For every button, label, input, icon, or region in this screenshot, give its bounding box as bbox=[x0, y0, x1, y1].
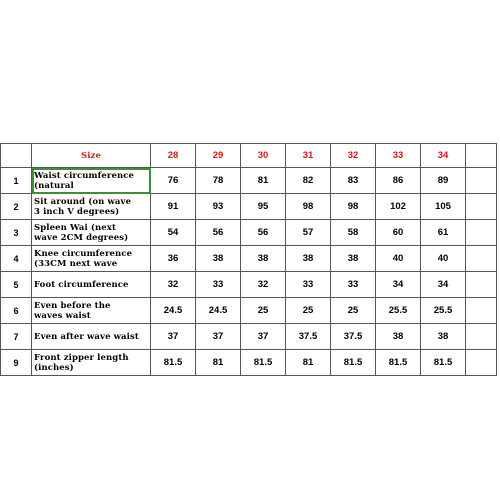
measurement-value: 54 bbox=[151, 220, 196, 246]
measurement-name-line: (inches) bbox=[34, 362, 74, 373]
measurement-name-selected-cell[interactable] bbox=[32, 168, 151, 194]
measurement-value: 102 bbox=[376, 194, 421, 220]
trailing-cell bbox=[466, 194, 497, 220]
measurement-value: 81.5 bbox=[421, 350, 466, 376]
measurement-value: 56 bbox=[241, 220, 286, 246]
measurement-value: 86 bbox=[376, 168, 421, 194]
header-trailing-cell bbox=[466, 144, 497, 168]
measurement-value: 24.5 bbox=[151, 298, 196, 324]
measurement-name-line: Sit around (on wave bbox=[34, 196, 132, 207]
measurement-value: 76 bbox=[151, 168, 196, 194]
header-size-32: 32 bbox=[331, 144, 376, 168]
measurement-value: 32 bbox=[241, 272, 286, 298]
measurement-value: 98 bbox=[331, 194, 376, 220]
measurement-value: 58 bbox=[331, 220, 376, 246]
trailing-cell bbox=[466, 272, 497, 298]
measurement-value: 25 bbox=[331, 298, 376, 324]
measurement-name bbox=[32, 272, 151, 298]
measurement-value: 81 bbox=[286, 350, 331, 376]
measurement-value: 81 bbox=[196, 350, 241, 376]
measurement-value: 38 bbox=[331, 246, 376, 272]
measurement-name bbox=[32, 220, 151, 246]
measurement-name-line: wave 2CM degrees) bbox=[34, 232, 129, 243]
header-size-label: Size bbox=[32, 144, 151, 168]
measurement-value: 37 bbox=[196, 324, 241, 350]
trailing-cell bbox=[466, 246, 497, 272]
measurement-value: 83 bbox=[331, 168, 376, 194]
header-size-29: 29 bbox=[196, 144, 241, 168]
row-number: 2 bbox=[1, 194, 32, 220]
measurement-value: 37 bbox=[151, 324, 196, 350]
header-size-30: 30 bbox=[241, 144, 286, 168]
measurement-value: 105 bbox=[421, 194, 466, 220]
measurement-name-line: Waist circumference bbox=[34, 170, 135, 181]
measurement-name-line: Knee circumference bbox=[34, 248, 133, 259]
measurement-value: 89 bbox=[421, 168, 466, 194]
measurement-value: 33 bbox=[331, 272, 376, 298]
measurement-value: 37 bbox=[241, 324, 286, 350]
row-number: 3 bbox=[1, 220, 32, 246]
measurement-name bbox=[32, 324, 151, 350]
table-row bbox=[1, 298, 497, 324]
measurement-name bbox=[32, 194, 151, 220]
table-row bbox=[1, 350, 497, 376]
measurement-name-line: waves waist bbox=[34, 310, 91, 321]
measurement-name bbox=[32, 298, 151, 324]
size-chart-table bbox=[0, 143, 497, 376]
measurement-value: 95 bbox=[241, 194, 286, 220]
measurement-value: 33 bbox=[196, 272, 241, 298]
measurement-value: 37.5 bbox=[286, 324, 331, 350]
table-row bbox=[1, 272, 497, 298]
measurement-name-line: Even after wave waist bbox=[34, 331, 139, 342]
measurement-name-line: 3 inch V degrees) bbox=[34, 206, 120, 217]
measurement-value: 32 bbox=[151, 272, 196, 298]
header-size-28: 28 bbox=[151, 144, 196, 168]
measurement-name-line: Spleen Wai (next bbox=[34, 222, 116, 233]
measurement-value: 38 bbox=[241, 246, 286, 272]
measurement-value: 81.5 bbox=[331, 350, 376, 376]
measurement-value: 25 bbox=[286, 298, 331, 324]
header-size-34: 34 bbox=[421, 144, 466, 168]
header-number-cell bbox=[1, 144, 32, 168]
trailing-cell bbox=[466, 168, 497, 194]
table-row bbox=[1, 220, 497, 246]
table-row bbox=[1, 168, 497, 194]
measurement-value: 91 bbox=[151, 194, 196, 220]
measurement-value: 81 bbox=[241, 168, 286, 194]
measurement-value: 25.5 bbox=[421, 298, 466, 324]
measurement-value: 93 bbox=[196, 194, 241, 220]
measurement-value: 57 bbox=[286, 220, 331, 246]
measurement-value: 56 bbox=[196, 220, 241, 246]
row-number: 1 bbox=[1, 168, 32, 194]
measurement-value: 78 bbox=[196, 168, 241, 194]
measurement-value: 34 bbox=[376, 272, 421, 298]
measurement-name bbox=[32, 350, 151, 376]
trailing-cell bbox=[466, 324, 497, 350]
measurement-value: 82 bbox=[286, 168, 331, 194]
row-number: 9 bbox=[1, 350, 32, 376]
trailing-cell bbox=[466, 350, 497, 376]
measurement-value: 37.5 bbox=[331, 324, 376, 350]
measurement-value: 36 bbox=[151, 246, 196, 272]
measurement-name bbox=[32, 246, 151, 272]
measurement-value: 81.5 bbox=[151, 350, 196, 376]
measurement-value: 60 bbox=[376, 220, 421, 246]
measurement-value: 25 bbox=[241, 298, 286, 324]
row-number: 7 bbox=[1, 324, 32, 350]
row-number: 6 bbox=[1, 298, 32, 324]
measurement-name-line: Foot circumference bbox=[34, 279, 129, 290]
measurement-value: 81.5 bbox=[376, 350, 421, 376]
measurement-name-line: Even before the bbox=[34, 300, 111, 311]
table-row bbox=[1, 246, 497, 272]
header-size-31: 31 bbox=[286, 144, 331, 168]
measurement-value: 38 bbox=[421, 324, 466, 350]
measurement-name-line: (33CM next wave bbox=[34, 258, 118, 269]
measurement-value: 38 bbox=[286, 246, 331, 272]
measurement-value: 81.5 bbox=[241, 350, 286, 376]
measurement-value: 40 bbox=[376, 246, 421, 272]
measurement-value: 38 bbox=[196, 246, 241, 272]
header-size-33: 33 bbox=[376, 144, 421, 168]
header-row bbox=[1, 144, 497, 168]
measurement-value: 40 bbox=[421, 246, 466, 272]
row-number: 5 bbox=[1, 272, 32, 298]
table-row bbox=[1, 194, 497, 220]
measurement-value: 25.5 bbox=[376, 298, 421, 324]
measurement-name-line: (natural bbox=[34, 180, 74, 191]
measurement-value: 98 bbox=[286, 194, 331, 220]
trailing-cell bbox=[466, 298, 497, 324]
measurement-value: 34 bbox=[421, 272, 466, 298]
measurement-value: 38 bbox=[376, 324, 421, 350]
measurement-value: 61 bbox=[421, 220, 466, 246]
measurement-value: 24.5 bbox=[196, 298, 241, 324]
row-number: 4 bbox=[1, 246, 32, 272]
measurement-name-line: Front zipper length bbox=[34, 352, 129, 363]
table-row bbox=[1, 324, 497, 350]
trailing-cell bbox=[466, 220, 497, 246]
size-chart-body bbox=[1, 144, 497, 376]
measurement-value: 33 bbox=[286, 272, 331, 298]
